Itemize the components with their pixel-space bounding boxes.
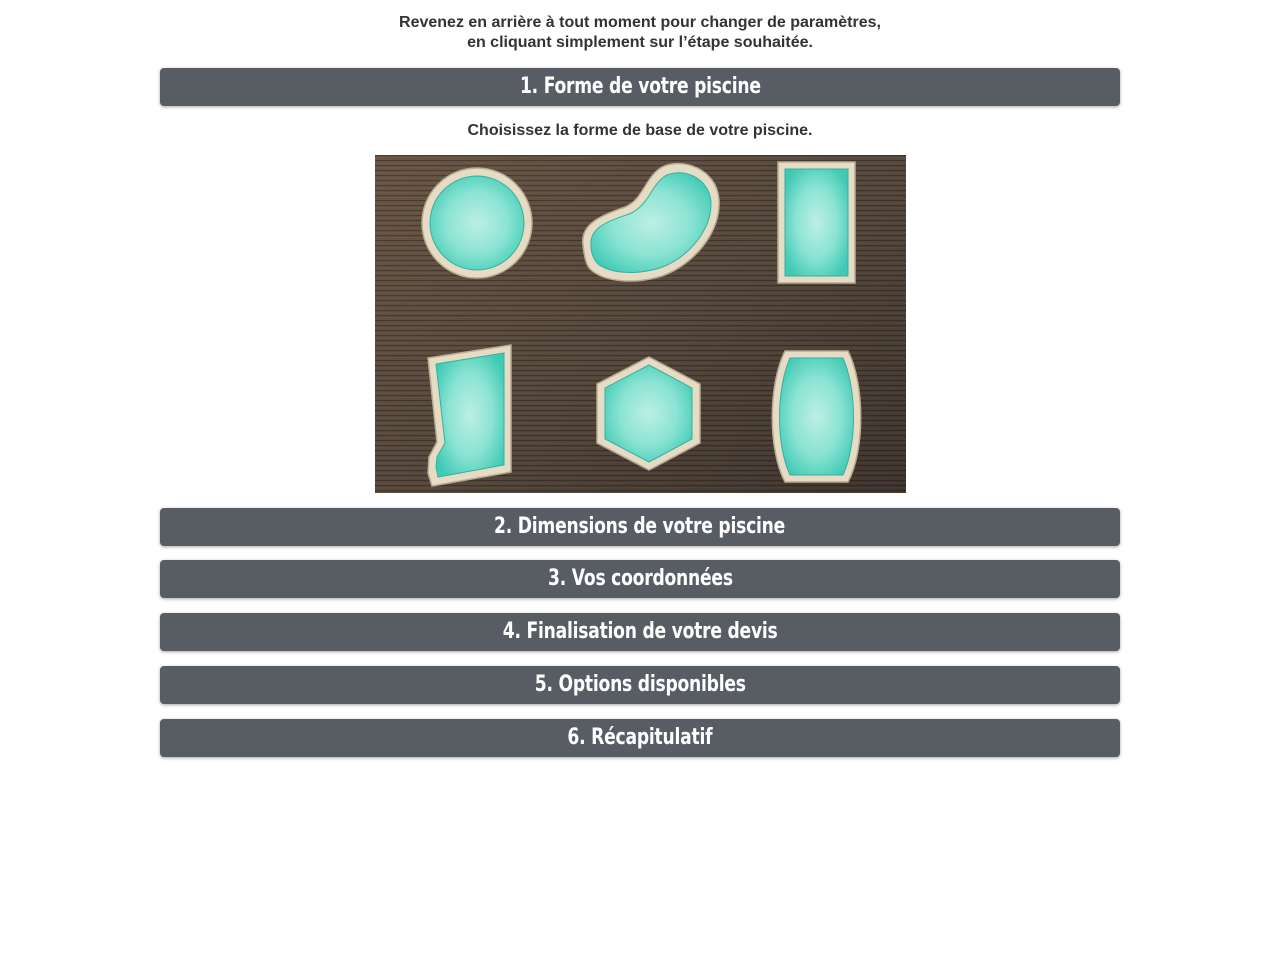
step-4-header[interactable] bbox=[160, 613, 1120, 651]
step-3-label: 3. Vos coordonnées bbox=[547, 566, 733, 591]
step-3-header[interactable] bbox=[160, 560, 1120, 598]
pool-shape-selector bbox=[375, 155, 906, 493]
step-4-label: 4. Finalisation de votre devis bbox=[502, 619, 778, 644]
shape-l-button[interactable] bbox=[428, 345, 511, 486]
shape-round-button[interactable] bbox=[422, 168, 532, 278]
intro-line-2: en cliquant simplement sur l’étape souhaitée. bbox=[467, 34, 813, 51]
step-2-header[interactable] bbox=[160, 508, 1120, 546]
shape-rectangle-button[interactable] bbox=[778, 162, 855, 283]
rectangle-pool-icon bbox=[778, 162, 855, 283]
intro-line-1: Revenez en arrière à tout moment pour changer de paramètres, bbox=[399, 14, 881, 31]
l-shaped-pool-icon bbox=[428, 345, 511, 486]
step-6-header[interactable] bbox=[160, 719, 1120, 757]
intro-text bbox=[0, 13, 1280, 53]
step-1-header[interactable] bbox=[160, 68, 1120, 106]
barrel-pool-icon bbox=[772, 351, 861, 482]
step-6-label: 6. Récapitulatif bbox=[567, 725, 713, 750]
shape-barrel-button[interactable] bbox=[772, 351, 861, 482]
step-2-label: 2. Dimensions de votre piscine bbox=[494, 514, 786, 539]
round-pool-icon bbox=[422, 168, 532, 278]
step-1-label: 1. Forme de votre piscine bbox=[519, 74, 761, 99]
step-5-header[interactable] bbox=[160, 666, 1120, 704]
step-1-instruction: Choisissez la forme de base de votre piscine. bbox=[467, 122, 813, 139]
step-5-label: 5. Options disponibles bbox=[534, 672, 746, 697]
